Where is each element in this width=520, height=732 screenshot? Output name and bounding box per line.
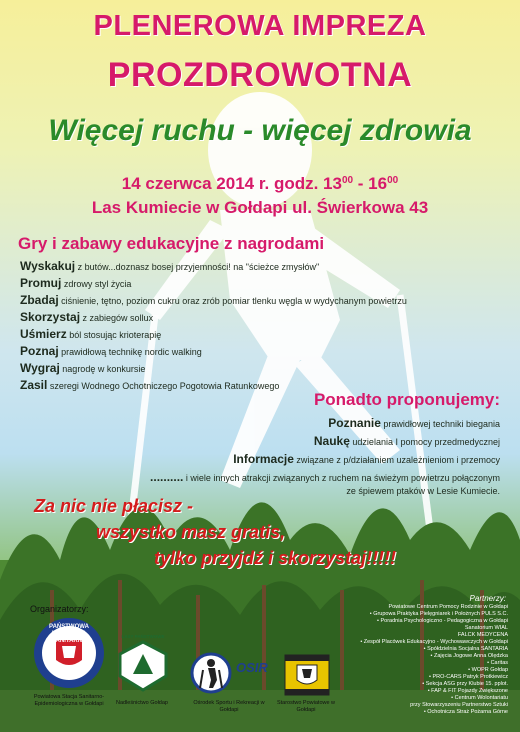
activity-item — [20, 293, 407, 307]
activity-item — [20, 378, 279, 392]
state-forests-logo — [118, 640, 168, 692]
poster-title-line2: PROZDROWOTNA — [107, 56, 413, 94]
games-heading: Gry i zabawy edukacyjne z nagrodami — [18, 234, 325, 253]
partner-item: • Grupowa Praktyka Pielęgniarek i Położnych PULS S.C. — [369, 611, 508, 617]
more-item — [346, 486, 500, 496]
sanitary-logo-text: PAŃSTWOWA INSPEKCJA SANITARNA — [49, 624, 89, 644]
time-start-minutes: 00 — [341, 175, 354, 186]
partner-item: • FAP & FIT Pojazdy Zwiększone — [427, 688, 508, 694]
event-place: Las Kumiecie w Gołdapi ul. Świerkowa 43 — [91, 198, 429, 217]
partner-item: • WOPR Gołdap — [468, 667, 508, 673]
partner-item: • Spółdzielnia Socjalna SANTARIA — [423, 646, 508, 652]
partner-item: Powiatowe Centrum Pomocy Rodzinie w Gołdapi — [388, 604, 508, 610]
more-text: związane z p/działaniem uzależnieniom i przemocy — [293, 455, 500, 465]
activity-verb: Wyskakuj — [20, 259, 76, 273]
partner-item: • Zespół Placówek Edukacyjno - Wychowawczych w Gołdapi — [360, 639, 508, 645]
activity-verb: Skorzystaj — [20, 310, 81, 324]
more-verb: Informacje — [233, 452, 294, 466]
activity-text: nagrodę w konkursie — [59, 364, 146, 374]
activity-item — [20, 327, 161, 341]
activity-verb: Uśmierz — [20, 327, 67, 341]
partner-item: • Caritas — [487, 660, 508, 666]
more-item — [233, 452, 500, 466]
activity-verb: Promuj — [20, 276, 62, 290]
activity-item — [20, 259, 319, 273]
partners-heading: Partnerzy: — [469, 594, 506, 603]
activity-text: zdrowy styl życia — [61, 279, 132, 289]
more-text: prawidłowej techniki biegania — [380, 419, 500, 429]
partners-list — [328, 604, 508, 716]
activity-text: z zabiegów sollux — [80, 313, 154, 323]
more-text: udzielania I pomocy przedmedycznej — [349, 437, 500, 447]
free-line3: tylko przyjdź i skorzystaj!!!!! — [154, 548, 397, 568]
activity-text: ból stosując krioterapię — [66, 330, 162, 340]
partner-item: • PRO-CARS Patryk Protkiewicz — [429, 674, 508, 680]
activity-item — [20, 361, 145, 375]
more-text: ze śpiewem ptaków w Lesie Kumiecie. — [346, 486, 500, 496]
activity-text: z butów...doznasz bosej przyjemności! na "ścieżce zmysłów" — [75, 262, 320, 272]
more-text: i wiele innych atrakcji związanych z ruchem na świeżym powietrzu połączonym — [183, 473, 500, 483]
organizer-caption: Starostwo Powiatowe w Gołdapi — [276, 700, 336, 713]
event-date-time — [0, 174, 520, 194]
more-heading: Ponadto proponujemy: — [313, 390, 500, 409]
time-end-minutes: 00 — [387, 175, 399, 186]
activity-item — [20, 310, 153, 324]
partner-item: • Sekcja ASG przy Klubie 15. pplot. — [422, 681, 508, 687]
activity-item — [20, 276, 131, 290]
state-forests-logo-text: LASY PAŃSTWOWE — [121, 634, 165, 639]
activity-text: ciśnienie, tętno, poziom cukru oraz zrób pomiar tlenku węgla w wydychanym powietrzu — [58, 296, 407, 306]
activity-text: prawidłową technikę nordic walking — [58, 347, 202, 357]
poster-title-line1: PLENEROWA IMPREZA — [93, 10, 427, 42]
activity-verb: Zbadaj — [20, 293, 59, 307]
time-separator: - 16 — [353, 174, 388, 193]
partner-item: • Zajęcia Jogowe Anna Olędzka — [430, 653, 508, 659]
slogan: Więcej ruchu - więcej zdrowia — [48, 114, 472, 147]
organizer-caption: Ośrodek Sportu i Rekreacji w Gołdapi — [193, 700, 265, 713]
activity-text: szeregi Wodnego Ochotniczego Pogotowia Ratunkowego — [47, 381, 280, 391]
more-verb: Poznanie — [328, 416, 381, 430]
free-line1: Za nic nie płacisz - — [34, 496, 194, 516]
sports-centre-logo-text: OSIR — [236, 660, 268, 675]
more-item — [328, 416, 500, 430]
more-item — [314, 434, 500, 448]
partner-item: • Poradnia Psychologiczno - Pedagogiczna w Gołdapi — [377, 618, 508, 624]
event-date: 14 czerwca 2014 r. godz. 13 — [121, 174, 342, 193]
more-verb: .......... — [150, 470, 184, 484]
organizer-caption: Nadleśnictwo Gołdap — [116, 700, 168, 706]
free-line2: wszystko masz gratis, — [96, 522, 286, 542]
partner-item: • Centrum Wolontariatu — [451, 695, 508, 701]
more-item — [150, 470, 500, 484]
activity-verb: Zasil — [20, 378, 48, 392]
organizer-caption: Powiatowa Stacja Sanitarno-Epidemiologiczna w Gołdapi — [33, 694, 105, 707]
partner-item: Sanatorium WIAL — [464, 625, 508, 631]
county-coat-of-arms — [284, 654, 330, 696]
sports-centre-logo — [190, 652, 232, 694]
activity-item — [20, 344, 202, 358]
partner-item: • Ochotnicza Straż Pożarna Górne — [423, 709, 508, 715]
activity-verb: Poznaj — [20, 344, 59, 358]
partner-item: FALCK MEDYCENA — [457, 632, 508, 638]
partner-item: przy Stowarzyszeniu Partnerstwo Sztuki — [410, 702, 508, 708]
organizers-heading: Organizatorzy: — [30, 604, 89, 614]
activity-verb: Wygraj — [20, 361, 60, 375]
more-verb: Naukę — [313, 434, 350, 448]
